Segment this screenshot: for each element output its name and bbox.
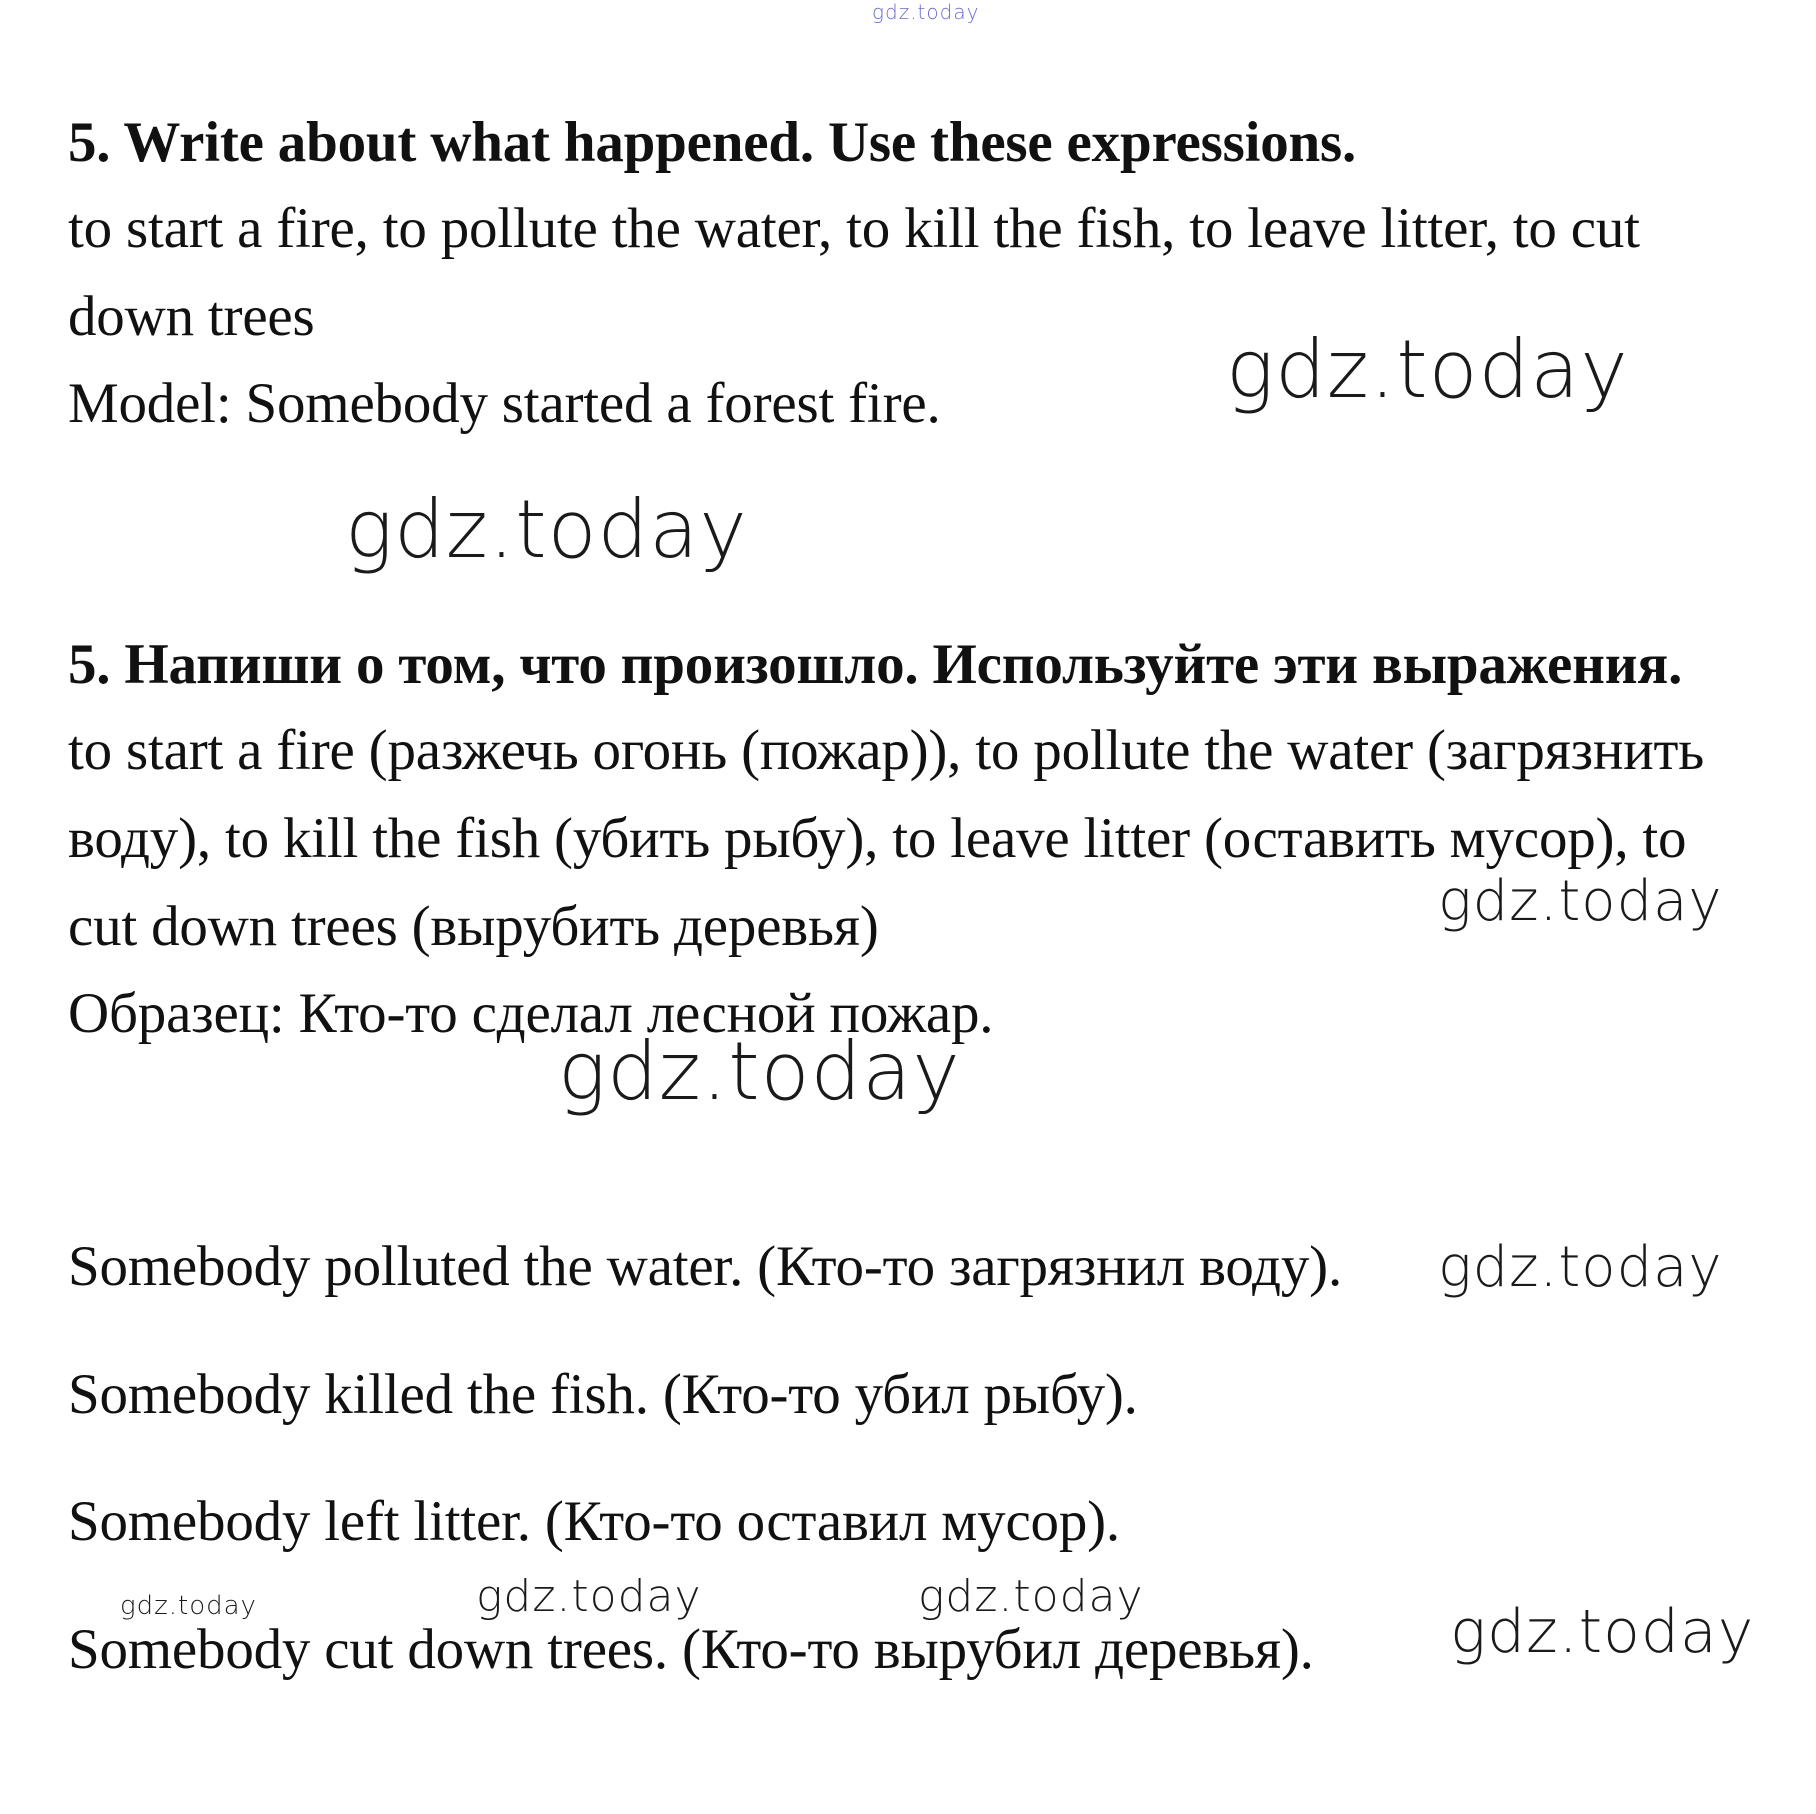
- translation-line-1: to start a fire (разжечь огонь (пожар)), to pollute the water (загрязнить: [68, 719, 1705, 782]
- watermark-medium-2: gdz.today: [1438, 1235, 1723, 1300]
- model-sentence-russian: Образец: Кто-то сделал лесной пожар.: [68, 982, 994, 1045]
- answer-1: Somebody polluted the water. (Кто-то загрязнил воду).: [68, 1235, 1342, 1298]
- exercise-title-english: 5. Write about what happened. Use these expressions.: [68, 111, 1357, 174]
- exercise-title-russian: 5. Напиши о том, что произошло. Используйте эти выражения.: [68, 633, 1683, 696]
- watermark-small-3: gdz.today: [918, 1571, 1144, 1622]
- watermark-small-2: gdz.today: [476, 1571, 702, 1622]
- watermark-medium-3: gdz.today: [1450, 1597, 1755, 1667]
- translation-line-2: воду), to kill the fish (убить рыбу), to leave litter (оставить мусор), to: [68, 807, 1687, 870]
- watermark-large-2: gdz.today: [345, 483, 748, 576]
- expressions-line-2: down trees: [68, 285, 315, 348]
- model-sentence: Model: Somebody started a forest fire.: [68, 372, 941, 435]
- answer-3: Somebody left litter. (Кто-то оставил мусор).: [68, 1490, 1120, 1553]
- watermark-top: gdz.today: [872, 0, 980, 24]
- watermark-large-1: gdz.today: [1226, 323, 1629, 416]
- translation-line-3: cut down trees (вырубить деревья): [68, 895, 879, 958]
- expressions-line-1: to start a fire, to pollute the water, to kill the fish, to leave litter, to cut: [68, 197, 1640, 260]
- watermark-medium-1: gdz.today: [1438, 869, 1723, 934]
- answer-4: Somebody cut down trees. (Кто-то вырубил деревья).: [68, 1618, 1314, 1681]
- watermark-large-3: gdz.today: [558, 1025, 961, 1118]
- watermark-small-1: gdz.today: [120, 1591, 257, 1621]
- answer-2: Somebody killed the fish. (Кто-то убил рыбу).: [68, 1363, 1138, 1426]
